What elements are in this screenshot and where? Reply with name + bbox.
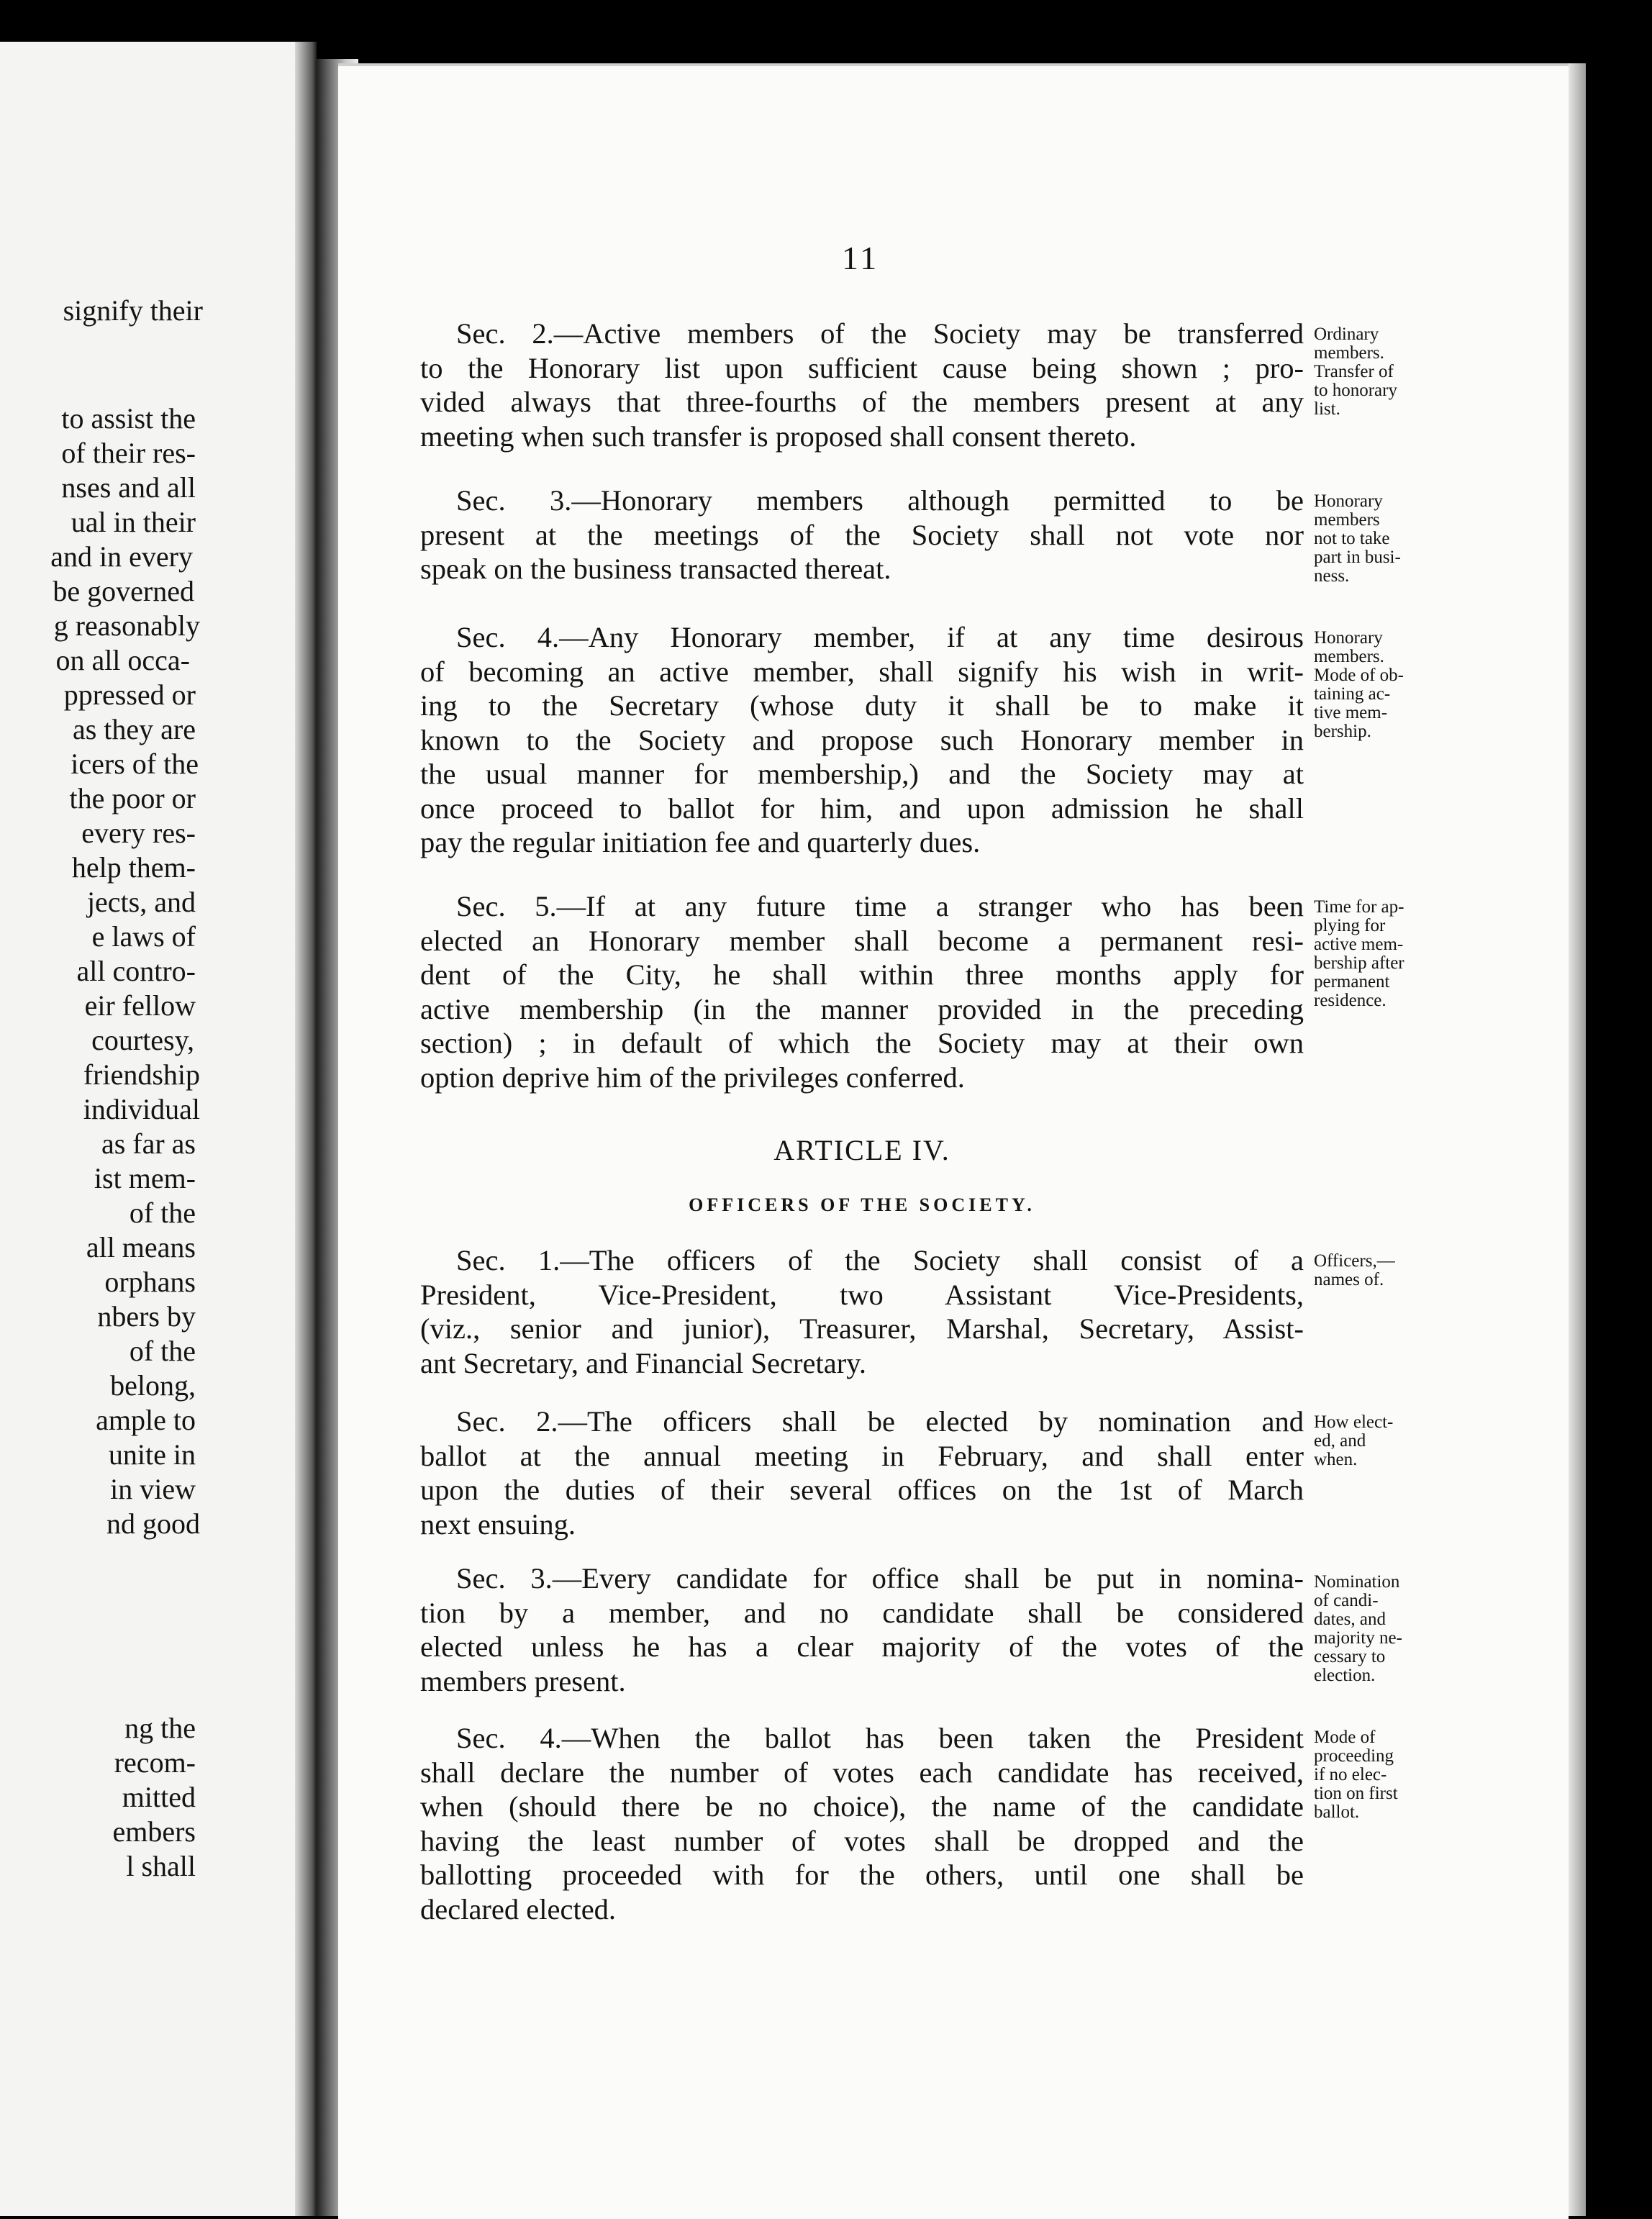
margin-note-line: Ordinary [1314, 325, 1379, 344]
margin-note-line: when. [1314, 1450, 1358, 1469]
margin-note-line: members. [1314, 647, 1384, 666]
left-page-line: unite in [108, 1438, 196, 1471]
section-line: next ensuing. [420, 1507, 576, 1540]
left-page-line: on all occa- [55, 644, 190, 676]
margin-note-line: Mode of ob- [1314, 666, 1404, 685]
section-art4-sec3 [420, 1561, 1304, 1698]
section-art3-sec2 [420, 317, 1304, 453]
margin-note-line: bership. [1314, 722, 1371, 741]
margin-note-line: ballot. [1314, 1802, 1360, 1822]
left-page-line: belong, [110, 1369, 196, 1402]
margin-note-line: list. [1314, 399, 1340, 419]
section-line: having the least number of votes shall be dropped and the [420, 1824, 1304, 1857]
margin-note-line: members. [1314, 343, 1384, 363]
section-line: present at the meetings of the Society shall not vote nor [420, 518, 1304, 551]
section-art4-sec1 [420, 1243, 1304, 1380]
section-line: dent of the City, he shall within three months apply for [420, 958, 1304, 991]
margin-note-line: Honorary [1314, 628, 1383, 648]
left-page-line: ng the [124, 1712, 196, 1744]
page-right-edge [1569, 63, 1586, 2216]
left-page-line: to assist the [61, 402, 196, 435]
section-line: ing to the Secretary (whose duty it shall be to make it [420, 689, 1304, 722]
margin-note-line: cessary to [1314, 1647, 1386, 1666]
margin-note-line: members [1314, 510, 1380, 530]
margin-note-line: of candi- [1314, 1591, 1379, 1610]
left-page-line: of their res- [61, 437, 196, 469]
left-page-line: icers of the [71, 748, 199, 780]
left-page-line: ample to [96, 1404, 196, 1436]
section-line: ballotting proceeded with for the others, until one shall be [420, 1859, 1304, 1891]
left-page-line: friendship [83, 1058, 200, 1091]
section-art4-sec2 [420, 1405, 1304, 1541]
section-line: Sec. 5.—If at any future time a stranger who has been [456, 890, 1304, 922]
section-art4-sec4 [420, 1721, 1304, 1926]
margin-note-line: active mem- [1314, 935, 1404, 954]
margin-note-line: part in busi- [1314, 548, 1401, 567]
section-line: Sec. 1.—The officers of the Society shall consist of a [456, 1244, 1304, 1276]
left-page-line: and in every [50, 540, 193, 573]
section-line: ant Secretary, and Financial Secretary. [420, 1346, 866, 1379]
margin-note-line: if no elec- [1314, 1765, 1387, 1784]
margin-note-art3-sec4 [1314, 629, 1465, 741]
left-page-line: orphans [104, 1266, 196, 1298]
margin-note-line: ness. [1314, 566, 1350, 586]
left-page-line: be governed [53, 575, 194, 607]
margin-note-line: Transfer of [1314, 362, 1394, 381]
section-line: Sec. 2.—Active members of the Society may be transferred [456, 317, 1304, 350]
left-page-line: all means [86, 1231, 196, 1263]
margin-note-line: election. [1314, 1666, 1376, 1685]
section-line: to the Honorary list upon sufficient cause being shown ; pro- [420, 351, 1304, 384]
margin-note-art3-sec3 [1314, 492, 1465, 586]
left-page-line: mitted [122, 1781, 196, 1813]
margin-note-line: dates, and [1314, 1610, 1386, 1629]
left-page-line: embers [112, 1815, 196, 1848]
section-line: active membership (in the manner provided in the preceding [420, 992, 1304, 1025]
section-art3-sec5 [420, 889, 1304, 1094]
section-line: tion by a member, and no candidate shall be considered [420, 1596, 1304, 1629]
margin-note-line: permanent [1314, 972, 1390, 991]
left-page-gutter [295, 42, 317, 2216]
section-line: pay the regular initiation fee and quarterly dues. [420, 826, 981, 858]
margin-note-line: taining ac- [1314, 684, 1391, 704]
margin-note-line: residence. [1314, 991, 1386, 1010]
left-page-line: in view [110, 1473, 196, 1505]
left-page-line: l shall [126, 1850, 196, 1882]
section-line: meeting when such transfer is proposed shall consent thereto. [420, 419, 1137, 453]
margin-note-line: How elect- [1314, 1412, 1394, 1432]
section-line: section) ; in default of which the Society may at their own [420, 1027, 1304, 1059]
left-facing-page [0, 42, 295, 2216]
margin-note-line: proceeding [1314, 1746, 1394, 1766]
section-line: elected an Honorary member shall become a permanent resi- [420, 924, 1304, 957]
section-line: upon the duties of their several offices on the 1st of March [420, 1474, 1304, 1506]
section-line: elected unless he has a clear majority of the votes of the [420, 1630, 1304, 1663]
left-page-line: g reasonably [53, 609, 200, 642]
section-line: vided always that three-fourths of the members present at any [420, 386, 1304, 418]
section-art3-sec4 [420, 620, 1304, 860]
left-page-line: the poor or [69, 782, 196, 814]
left-page-line: every res- [81, 817, 196, 849]
margin-note-art4-sec4 [1314, 1728, 1465, 1822]
margin-note-line: not to take [1314, 529, 1390, 548]
section-line: of becoming an active member, shall signify his wish in writ- [420, 655, 1304, 688]
section-line: speak on the business transacted thereat. [420, 553, 891, 585]
page-number: 11 [842, 240, 880, 276]
section-line: Sec. 3.—Every candidate for office shall be put in nomina- [456, 1562, 1304, 1594]
margin-note-art3-sec5 [1314, 898, 1465, 1010]
section-line: (viz., senior and junior), Treasurer, Marshal, Secretary, Assist- [420, 1312, 1304, 1345]
section-line: option deprive him of the privileges conferred. [420, 1061, 965, 1094]
margin-note-line: tive mem- [1314, 703, 1388, 722]
left-page-line: help them- [71, 851, 196, 884]
section-line: when (should there be no choice), the name of the candidate [420, 1790, 1304, 1823]
margin-note-line: Time for ap- [1314, 897, 1404, 917]
left-page-line: of the [129, 1335, 196, 1367]
margin-note-art4-sec1 [1314, 1252, 1465, 1289]
margin-note-line: Officers,— [1314, 1251, 1395, 1271]
section-art3-sec3 [420, 484, 1304, 586]
left-page-line: nd good [106, 1507, 200, 1540]
left-page-line: ual in their [71, 506, 196, 538]
margin-note-line: to honorary [1314, 381, 1397, 400]
margin-note-art4-sec3 [1314, 1573, 1465, 1685]
left-page-line: recom- [114, 1746, 196, 1779]
margin-note-line: Nomination [1314, 1572, 1400, 1592]
article-subheading: OFFICERS OF THE SOCIETY. [689, 1194, 1035, 1215]
left-page-line: nbers by [97, 1300, 196, 1333]
left-page-line: individual [83, 1093, 200, 1125]
section-line: ballot at the annual meeting in February, and shall enter [420, 1439, 1304, 1472]
section-line: once proceed to ballot for him, and upon admission he shall [420, 791, 1304, 825]
margin-note-line: bership after [1314, 953, 1404, 973]
left-page-line: signify their [63, 294, 203, 327]
article-heading: ARTICLE IV. [773, 1134, 950, 1166]
left-page-line: ist mem- [94, 1162, 196, 1194]
section-line: known to the Society and propose such Honorary member in [420, 723, 1304, 756]
left-page-line: eir fellow [84, 989, 196, 1022]
section-line: members present. [420, 1664, 626, 1697]
left-page-line: all contro- [76, 955, 196, 987]
margin-note-line: tion on first [1314, 1784, 1398, 1803]
margin-note-art4-sec2 [1314, 1413, 1465, 1469]
section-line: Sec. 4.—When the ballot has been taken the President [456, 1722, 1304, 1754]
margin-note-art3-sec2 [1314, 325, 1465, 419]
left-page-line: nses and all [61, 471, 196, 504]
margin-note-line: Mode of [1314, 1728, 1376, 1747]
section-line: Sec. 2.—The officers shall be elected by nomination and [456, 1405, 1304, 1438]
left-page-line: e laws of [91, 920, 196, 953]
section-line: Sec. 3.—Honorary members although permitted to be [456, 484, 1304, 517]
margin-note-line: names of. [1314, 1270, 1384, 1289]
section-line: the usual manner for membership,) and the Society may at [420, 758, 1304, 790]
section-line: shall declare the number of votes each candidate has received, [420, 1756, 1304, 1789]
margin-note-line: Honorary [1314, 491, 1383, 511]
left-page-line: ppressed or [63, 679, 196, 711]
section-line: President, Vice-President, two Assistant Vice-Presidents, [420, 1278, 1304, 1311]
margin-note-line: ed, and [1314, 1431, 1366, 1451]
margin-note-line: majority ne- [1314, 1628, 1402, 1648]
margin-note-line: plying for [1314, 916, 1386, 935]
left-page-line: courtesy, [91, 1024, 194, 1056]
left-page-line: of the [129, 1197, 196, 1229]
left-page-line: as far as [101, 1127, 196, 1160]
section-line: declared elected. [420, 1892, 617, 1925]
section-line: Sec. 4.—Any Honorary member, if at any time desirous [456, 621, 1304, 653]
left-page-line: jects, and [86, 886, 196, 918]
left-page-line: as they are [72, 713, 196, 745]
